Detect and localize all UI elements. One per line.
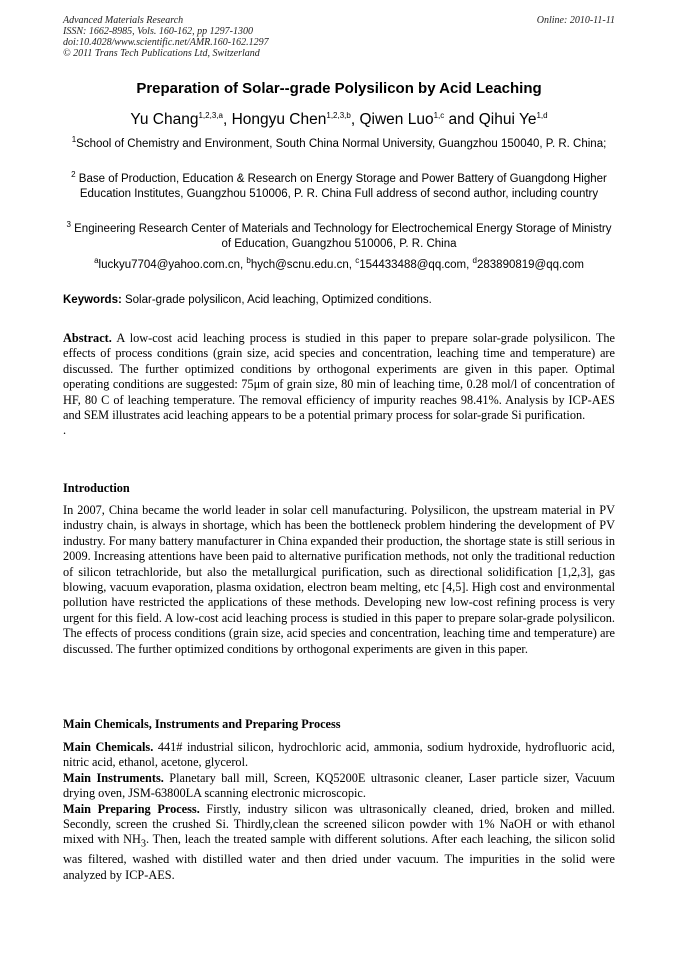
- journal-name: Advanced Materials Research: [63, 15, 184, 26]
- keywords-text: Solar-grade polysilicon, Acid leaching, Optimized conditions.: [121, 294, 432, 306]
- abstract: [63, 331, 615, 439]
- email-address: 283890819@qq.com: [476, 259, 584, 271]
- main-process-text: Firstly, industry silicon was ultrasonically cleaned, dried, broken and milled. Secondly, screen the crushed Si. Thirdly,clean the screened silicon powder with 1% NaOH or with ethanol mixed with NH: [63, 801, 615, 847]
- main-chemicals-label: Main Chemicals.: [63, 740, 154, 754]
- main-chemicals-text: 441# industrial silicon, hydrochloric acid, ammonia, sodium hydroxide, hydrofluoric acid, nitric acid, ethanol, acetone, glycerol.: [63, 740, 615, 770]
- methods-section: [63, 740, 615, 883]
- email-sup: a: [94, 256, 99, 266]
- email-sup: b: [246, 256, 251, 266]
- keywords: [63, 294, 615, 306]
- abstract-trailing-dot: .: [63, 423, 67, 438]
- email-address: hych@scnu.edu.cn: [250, 259, 349, 271]
- author-name: Qihui Ye: [478, 111, 537, 128]
- journal-issn: ISSN: 1662-8985, Vols. 160-162, pp 1297-1300: [63, 26, 253, 37]
- author-affil-sup: 1,c: [433, 110, 445, 120]
- section-heading-introduction: Introduction: [63, 481, 130, 495]
- abstract-text: A low-cost acid leaching process is studied in this paper to prepare solar-grade polysilicon. The effects of process conditions (grain size, acid species and concentration, leaching time and temperature) are discussed. The further optimized conditions by orthogonal experiments are given in this paper. Optimal operating conditions are suggested: 75μm of grain size, 80 min of leaching time, 0.28 mol/l of concentration of HF, 80 C of leaching temperature. The removal efficiency of impurity reaches 98.41%. Analysis by ICP-AES and SEM illustrates acid leaching appears to be a potential primary process for solar-grade Si purification.: [63, 331, 615, 423]
- affiliation-num: 2: [71, 170, 76, 180]
- author-separator: ,: [350, 111, 360, 128]
- introduction-paragraph: In 2007, China became the world leader in solar cell manufacturing. Polysilicon, the upstream material in PV industry chain, is always in shortage, which has been the bottleneck problem hindering the development of PV industry. For many battery manufacturer in China expanded their production, the shortage state is still serious in 2009. Increasing attentions have been paid to alternative purification methods, not only the traditional reduction of silicon tetrachloride, but also the metallurgical purification, such as directional solidification [1,2,3], gas blowing, vacuum evaporation, plasma oxidation, electron beam melting, etc [4,5]. High cost and environmental pollution have restricted the applications of these methods. Developing new low-cost refining process is very urgent for this field. A low-cost acid leaching process is studied in this paper to prepare solar-grade polysilicon. The effects of process conditions (grain size, acid species and concentration, leaching time and temperature) are discussed. The further optimized conditions by orthogonal experiments are given in this paper.: [63, 503, 615, 656]
- main-instruments-label: Main Instruments.: [63, 770, 164, 785]
- email-sup: d: [472, 256, 477, 266]
- affiliation-text: Base of Production, Education & Research on Energy Storage and Power Battery of Guangdong Higher Education Institutes, Guangzhou 510006, P. R. China Full address of second author, including country: [78, 173, 607, 200]
- affiliation-2: [63, 172, 615, 202]
- author-name: Yu Chang: [130, 111, 199, 128]
- author-affil-sup: 1,d: [536, 110, 548, 120]
- author-affil-sup: 1,2,3,a: [198, 110, 223, 120]
- affiliation-3: [63, 222, 615, 252]
- main-instruments-paragraph: [63, 771, 615, 802]
- online-date: Online: 2010-11-11: [536, 15, 615, 26]
- author-name: Qiwen Luo: [359, 111, 434, 128]
- main-instruments-text: Planetary ball mill, Screen, KQ5200E ultrasonic cleaner, Laser particle sizer, Vacuum drying oven, JSM-63800LA scanning electronic microscopic.: [63, 770, 615, 801]
- email-separator: ,: [239, 259, 247, 271]
- affiliation-text: School of Chemistry and Environment, South China Normal University, Guangzhou 150040, P. R. China;: [76, 138, 607, 150]
- main-chemicals-paragraph: [63, 740, 615, 771]
- affiliation-text: Engineering Research Center of Materials and Technology for Electrochemical Energy Storage of Ministry of Education, Guangzhou 510006, P. R. China: [74, 223, 612, 250]
- email-address: 154433488@qq.com: [359, 259, 467, 271]
- journal-header: [63, 15, 615, 59]
- author-separator: and: [444, 111, 479, 128]
- keywords-label: Keywords:: [63, 294, 122, 306]
- chemical-subscript: 3: [140, 838, 147, 850]
- abstract-label: Abstract.: [63, 331, 112, 345]
- main-process-text-cont: . Then, leach the treated sample with different solutions. After each leaching, the silicon solid was filtered, washed with distilled water and then dried under vacuum. The impurities in the solid were analyzed by ICP-AES.: [63, 832, 615, 882]
- email-address: luckyu7704@yahoo.com.cn: [98, 259, 240, 271]
- journal-copyright: © 2011 Trans Tech Publications Ltd, Switzerland: [63, 48, 260, 59]
- journal-doi: doi:10.4028/www.scientific.net/AMR.160-162.1297: [63, 37, 269, 48]
- affiliation-num: 3: [66, 220, 71, 230]
- email-list: [63, 256, 615, 271]
- main-process-label: Main Preparing Process.: [63, 801, 200, 816]
- email-separator: ,: [466, 259, 473, 271]
- section-heading-methods: Main Chemicals, Instruments and Preparing Process: [63, 717, 341, 731]
- author-name: Hongyu Chen: [231, 111, 327, 128]
- main-process-paragraph: [63, 802, 615, 883]
- email-separator: ,: [348, 259, 356, 271]
- author-separator: ,: [222, 111, 232, 128]
- affiliation-1: [63, 137, 615, 152]
- author-affil-sup: 1,2,3,b: [326, 110, 351, 120]
- affiliation-num: 1: [71, 135, 77, 145]
- email-sup: c: [355, 256, 360, 266]
- author-list: [63, 111, 615, 129]
- paper-title: Preparation of Solar--grade Polysilicon by Acid Leaching: [136, 80, 542, 97]
